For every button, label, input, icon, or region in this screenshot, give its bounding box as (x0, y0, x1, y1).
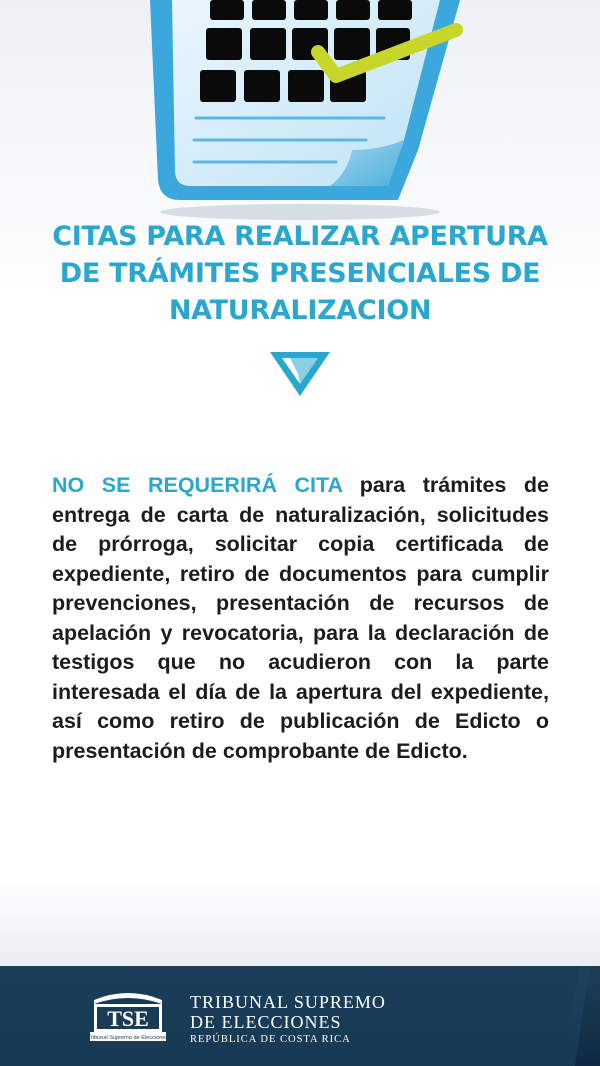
notice-highlight: NO SE REQUERIRÁ CITA (52, 473, 343, 497)
calendar-check-icon (0, 0, 600, 220)
tse-logo (88, 990, 168, 1044)
notice-text (52, 471, 549, 766)
title-line-3: NATURALIZACION (168, 295, 432, 326)
footer (0, 966, 600, 1066)
logo-caption: Tribunal Supremo de Elecciones (88, 1035, 168, 1041)
notice-body: para trámites de entrega de carta de naturalización, solicitudes de prórroga, solicitar copia certificada de expediente, retiro de documentos para cumplir prevenciones, presentación de recursos de apelación y revocatoria, para la declaración de testigos que no acudieron con la parte interesada el día de la apertura del expediente, así como retiro de publicación de Edicto o presentación de comprobante de Edicto. (52, 473, 549, 763)
title-line-2: DE TRÁMITES PRESENCIALES DE (59, 258, 541, 289)
logo-letters: TSE (107, 1006, 149, 1031)
org-line-1: TRIBUNAL SUPREMO (190, 992, 386, 1012)
title-line-1: CITAS PARA REALIZAR APERTURA (52, 221, 548, 252)
divider (60, 398, 600, 438)
org-line-2: DE ELECCIONES (190, 1012, 342, 1032)
chevron-down-icon (270, 352, 330, 396)
org-name (190, 992, 386, 1047)
page-title (20, 218, 580, 329)
org-line-3: REPÚBLICA DE COSTA RICA (190, 1034, 351, 1045)
